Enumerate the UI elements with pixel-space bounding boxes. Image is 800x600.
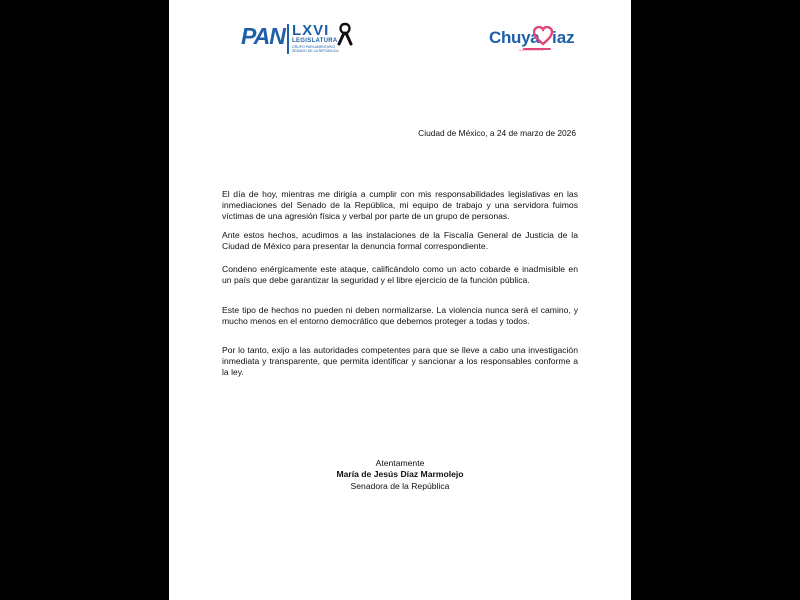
logo-divider — [287, 24, 289, 54]
paragraph-text: Condeno enérgicamente este ataque, calificándolo como un acto cobarde e inadmisible en un país que debe garantizar la seguridad y el libre ejercicio de la función pública. — [222, 264, 578, 286]
legislature-sub-2: SENADO DE LA REPÚBLICA — [292, 49, 339, 53]
chuya-logo-first: Chuya — [489, 28, 540, 47]
body-paragraph-3 — [222, 264, 578, 286]
letter-page — [169, 0, 631, 600]
legislature-block — [292, 23, 339, 53]
signer-name: María de Jesús Díaz Marmolejo — [336, 469, 464, 480]
mourning-ribbon-icon — [337, 22, 353, 51]
paragraph-text: Este tipo de hechos no pueden ni deben normalizarse. La violencia nunca será el camino, y mucho menos en el entorno democrático que debemos proteger a todas y todos. — [222, 305, 578, 327]
legislature-number: LXVI — [292, 22, 330, 39]
legislature-label: LEGISLATURA — [292, 38, 338, 44]
body-paragraph-4 — [222, 305, 578, 327]
closing-text: Atentamente — [375, 458, 425, 468]
body-paragraph-1 — [222, 189, 578, 223]
paragraph-text: Ante estos hechos, acudimos a las instalaciones de la Fiscalía General de Justicia de la Ciudad de México para presentar la denuncia formal correspondiente. — [222, 230, 578, 252]
chuya-logo-small: SENADORA — [519, 48, 544, 52]
pan-logo-text: PAN — [241, 23, 285, 49]
chuya-diaz-logo — [489, 28, 589, 52]
paragraph-text: El día de hoy, mientras me dirigía a cumplir con mis responsabilidades legislativas en las inmediaciones del Senado de la República, mi equipo de trabajo y una servidora fuimos víctimas de una agresión física y verbal por parte de un grupo de personas. — [222, 189, 578, 222]
body-paragraph-2 — [222, 230, 578, 252]
chuya-logo-last: iaz — [552, 28, 575, 47]
legislature-sub-1: GRUPO PARLAMENTARIO — [292, 45, 336, 49]
date-line: Ciudad de México, a 24 de marzo de 2026 — [418, 128, 576, 138]
signature-block — [169, 458, 631, 492]
pan-legislature-logo — [241, 20, 353, 60]
body-paragraph-5 — [222, 345, 578, 379]
signer-title: Senadora de la República — [350, 480, 450, 491]
paragraph-text: Por lo tanto, exijo a las autoridades competentes para que se lleve a cabo una investigación inmediata y transparente, que permita identificar y sancionar a los responsables conforme a la ley. — [222, 345, 578, 378]
